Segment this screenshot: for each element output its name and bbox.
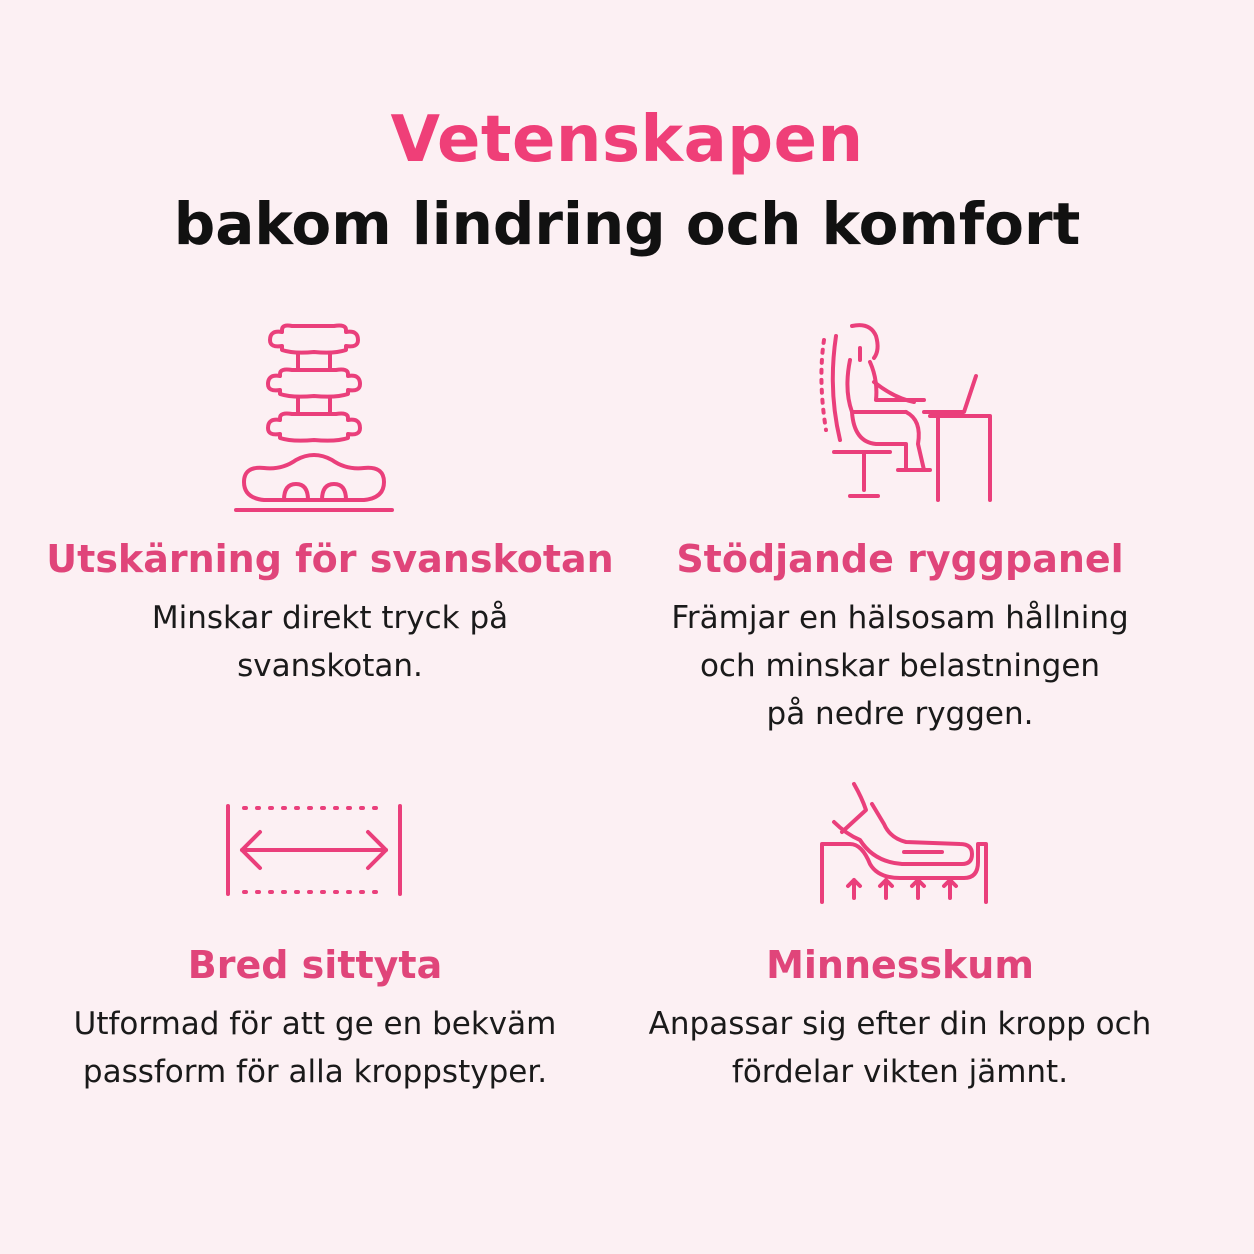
feature-description-line: Utformad för att ge en bekväm [73, 1006, 557, 1042]
memory-foam-icon [814, 780, 990, 908]
feature-description-line: på nedre ryggen. [766, 696, 1034, 732]
feature-description [20, 1000, 610, 1096]
feature-description-line: Anpassar sig efter din kropp och [648, 1006, 1152, 1042]
feature-description-line: fördelar vikten jämnt. [731, 1054, 1069, 1090]
feature-description-line: Främjar en hälsosam hållning [671, 600, 1129, 636]
feature-tailbone-cutout [40, 310, 620, 710]
width-arrow-icon [224, 802, 404, 898]
feature-description [40, 594, 620, 690]
feature-description-line: passform för alla kroppstyper. [82, 1054, 548, 1090]
feature-description-line: Minskar direkt tryck på [151, 600, 509, 636]
feature-title: Utskärning för svanskotan [46, 537, 614, 581]
feature-description [620, 594, 1180, 738]
spine-cushion-icon [234, 320, 394, 510]
seated-posture-icon [814, 320, 1004, 505]
feature-wide-seat [20, 790, 610, 1110]
feature-description-line: svanskotan. [237, 648, 423, 684]
page-title-accent: Vetenskapen [390, 103, 864, 177]
feature-memory-foam [630, 780, 1170, 1110]
feature-back-support [620, 310, 1180, 740]
feature-description-line: och minskar belastningen [699, 648, 1101, 684]
page-title: bakom lindring och komfort [173, 190, 1081, 258]
feature-description [630, 1000, 1170, 1096]
feature-title: Minnesskum [766, 943, 1034, 987]
feature-title: Bred sittyta [187, 943, 443, 987]
feature-title: Stödjande ryggpanel [676, 537, 1124, 581]
